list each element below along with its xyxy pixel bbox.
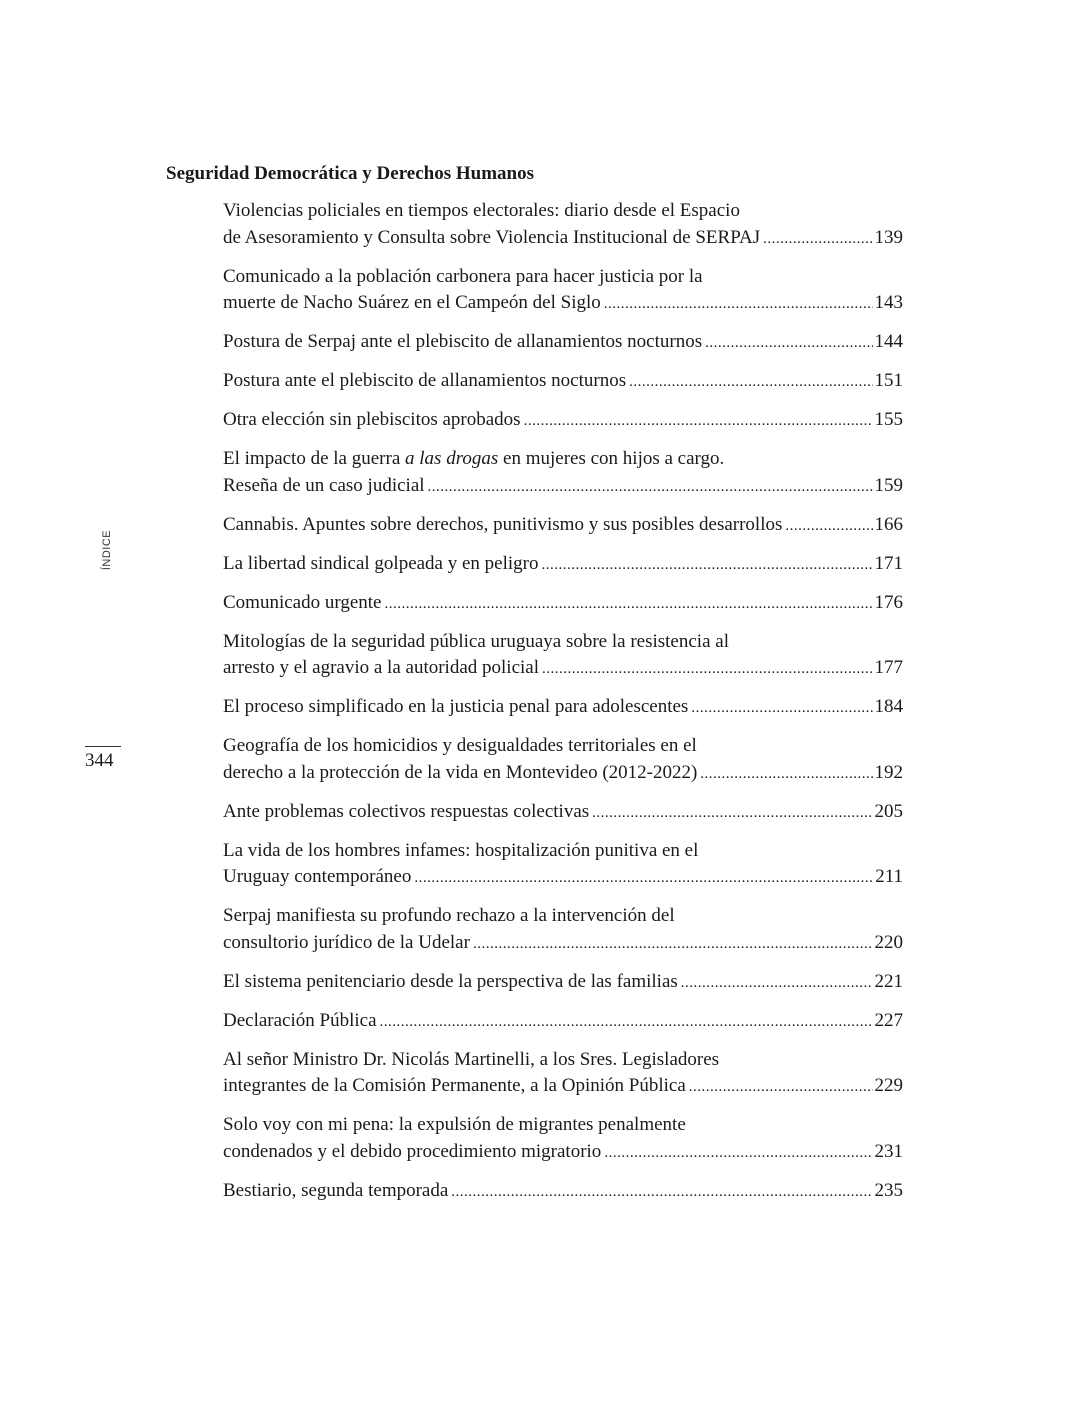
toc-entry-title-line: Bestiario, segunda temporada (223, 1179, 449, 1201)
toc-entry-title-line: Comunicado urgente (223, 591, 382, 613)
toc-entry-last-line (223, 864, 903, 892)
dot-leader (763, 226, 872, 253)
toc-entry-last-line (223, 512, 903, 540)
toc-entry-page-number: 159 (874, 474, 903, 496)
toc-entry-page-number: 143 (874, 292, 903, 313)
toc-entry-title-line: Postura de Serpaj ante el plebiscito de allanamientos nocturnos (223, 331, 703, 352)
toc-entry-last-line (223, 329, 903, 357)
toc-entry-page-number: 176 (874, 591, 903, 613)
toc-entry-title-line: El sistema penitenciario desde la perspectiva de las familias (223, 970, 678, 992)
toc-entry-title-line: Solo voy con mi pena: la expulsión de migrantes penalmente (223, 1114, 686, 1135)
toc-entry-last-line (223, 760, 903, 788)
toc-entry (223, 838, 903, 892)
toc-entry-title-line: arresto y el agravio a la autoridad policial (223, 657, 540, 678)
toc-entry (223, 446, 903, 500)
toc-entry-title-line: Cannabis. Apuntes sobre derechos, punitivismo y sus posibles desarrollos (223, 513, 783, 535)
toc-entry-title-line: de Asesoramiento y Consulta sobre Violencia Institucional de SERPAJ (223, 226, 761, 248)
dot-leader (524, 408, 873, 435)
dot-leader (689, 1074, 873, 1101)
toc-entry (223, 264, 903, 318)
toc-entry-page-number: 211 (875, 866, 903, 887)
toc-entry (223, 368, 903, 396)
toc-entry (223, 694, 903, 722)
toc-entry-last-line (223, 930, 903, 958)
toc-entry-page-number: 151 (874, 370, 903, 391)
toc-entry-last-line (223, 655, 903, 683)
dot-leader (414, 865, 873, 892)
toc-entry-page-number: 177 (874, 657, 903, 678)
toc-entry (223, 512, 903, 540)
dot-leader (542, 552, 873, 579)
toc-entry (223, 1112, 903, 1166)
toc-entry-page-number: 139 (874, 226, 903, 248)
toc-entry-last-line (223, 551, 903, 579)
toc-entry (223, 198, 903, 252)
toc-entry-page-number: 192 (874, 761, 903, 783)
toc-entry-title-line: El impacto de la guerra a las drogas en mujeres con hijos a cargo. (223, 448, 725, 469)
toc-entry-title-line: Al señor Ministro Dr. Nicolás Martinelli, a los Sres. Legisladores (223, 1048, 720, 1070)
toc-entry-last-line (223, 799, 903, 827)
toc-entry (223, 551, 903, 579)
toc-entry-page-number: 229 (874, 1075, 903, 1096)
dot-leader (428, 474, 873, 501)
italic-phrase: a las drogas (405, 448, 499, 469)
toc-entry-last-line (223, 694, 903, 722)
toc-entry-last-line (223, 1139, 903, 1167)
toc-entry-title-line: El proceso simplificado en la justicia penal para adolescentes (223, 696, 689, 717)
toc-entry (223, 590, 903, 618)
toc-entry (223, 629, 903, 683)
toc-entry-page-number: 184 (874, 696, 903, 717)
toc-entry (223, 733, 903, 787)
dot-leader (473, 931, 873, 958)
toc-entry-title-line: La vida de los hombres infames: hospitalización punitiva en el (223, 839, 699, 861)
toc-entry-title-line: integrantes de la Comisión Permanente, a la Opinión Pública (223, 1075, 686, 1096)
dot-leader (629, 369, 872, 396)
toc-entry-page-number: 155 (874, 409, 903, 430)
dot-leader (604, 291, 873, 318)
toc-entry-title-line: muerte de Nacho Suárez en el Campeón del Siglo (223, 292, 601, 313)
toc-entry-page-number: 220 (874, 931, 903, 953)
toc-entry (223, 329, 903, 357)
toc-entry-title-line: Geografía de los homicidios y desigualdades territoriales en el (223, 735, 697, 756)
toc-entry-title-line: Otra elección sin plebiscitos aprobados (223, 409, 521, 430)
toc-entry (223, 799, 903, 827)
toc-entry-title-line: Postura ante el plebiscito de allanamientos nocturnos (223, 370, 627, 391)
toc-entry-page-number: 221 (874, 970, 903, 992)
dot-leader (451, 1179, 872, 1206)
toc-entry-last-line (223, 1178, 903, 1206)
toc-entry (223, 1178, 903, 1206)
toc-entry (223, 1047, 903, 1101)
dot-leader (691, 695, 872, 722)
dot-leader (542, 656, 872, 683)
toc-entry-page-number: 144 (874, 331, 903, 352)
toc-entry-last-line (223, 1008, 903, 1036)
toc-entry (223, 903, 903, 957)
toc-entry-title-line: Reseña de un caso judicial (223, 474, 425, 496)
toc-entry-title-line: Comunicado a la población carbonera para hacer justicia por la (223, 265, 703, 287)
toc-entry-last-line (223, 1073, 903, 1101)
section-title: Seguridad Democrática y Derechos Humanos (166, 163, 535, 184)
toc-entry-title-line: condenados y el debido procedimiento migratorio (223, 1140, 602, 1162)
toc-entry-title-line: Declaración Pública (223, 1009, 377, 1031)
toc-entry-last-line (223, 290, 903, 318)
toc-entry-last-line (223, 225, 903, 253)
toc-entry-last-line (223, 368, 903, 396)
toc-entry-title-line: La libertad sindical golpeada y en peligro (223, 552, 539, 574)
side-section-label-text: ÍNDICE (101, 529, 113, 571)
toc-entry-page-number: 205 (874, 800, 903, 822)
dot-leader (592, 800, 872, 827)
table-of-contents (223, 198, 903, 1217)
toc-entry-last-line (223, 590, 903, 618)
toc-entry-last-line (223, 407, 903, 435)
toc-entry-title-line: Mitologías de la seguridad pública uruguaya sobre la resistencia al (223, 630, 729, 652)
toc-entry (223, 969, 903, 997)
folio-rule (85, 746, 121, 747)
dot-leader (384, 591, 872, 618)
toc-entry-title-line: Violencias policiales en tiempos electorales: diario desde el Espacio (223, 200, 740, 221)
dot-leader (705, 330, 872, 357)
toc-entry-title-line: derecho a la protección de la vida en Montevideo (2012-2022) (223, 761, 698, 783)
dot-leader (681, 970, 873, 997)
toc-entry-page-number: 231 (874, 1140, 903, 1162)
page-number: 344 (85, 750, 114, 771)
toc-entry-page-number: 171 (874, 552, 903, 574)
toc-entry-page-number: 235 (874, 1179, 903, 1201)
dot-leader (604, 1140, 872, 1167)
toc-entry (223, 407, 903, 435)
toc-entry-title-line: Uruguay contemporáneo (223, 866, 412, 887)
toc-entry-title-line: Serpaj manifiesta su profundo rechazo a la intervención del (223, 905, 675, 926)
dot-leader (700, 761, 872, 788)
toc-entry-title-line: consultorio jurídico de la Udelar (223, 931, 470, 953)
toc-entry-title-line: Ante problemas colectivos respuestas colectivas (223, 800, 590, 822)
side-section-label (97, 529, 117, 571)
toc-entry-page-number: 166 (874, 513, 903, 535)
toc-entry-page-number: 227 (874, 1009, 903, 1031)
dot-leader (785, 513, 872, 540)
dot-leader (380, 1009, 873, 1036)
toc-entry-last-line (223, 969, 903, 997)
toc-entry-last-line (223, 473, 903, 501)
toc-entry (223, 1008, 903, 1036)
